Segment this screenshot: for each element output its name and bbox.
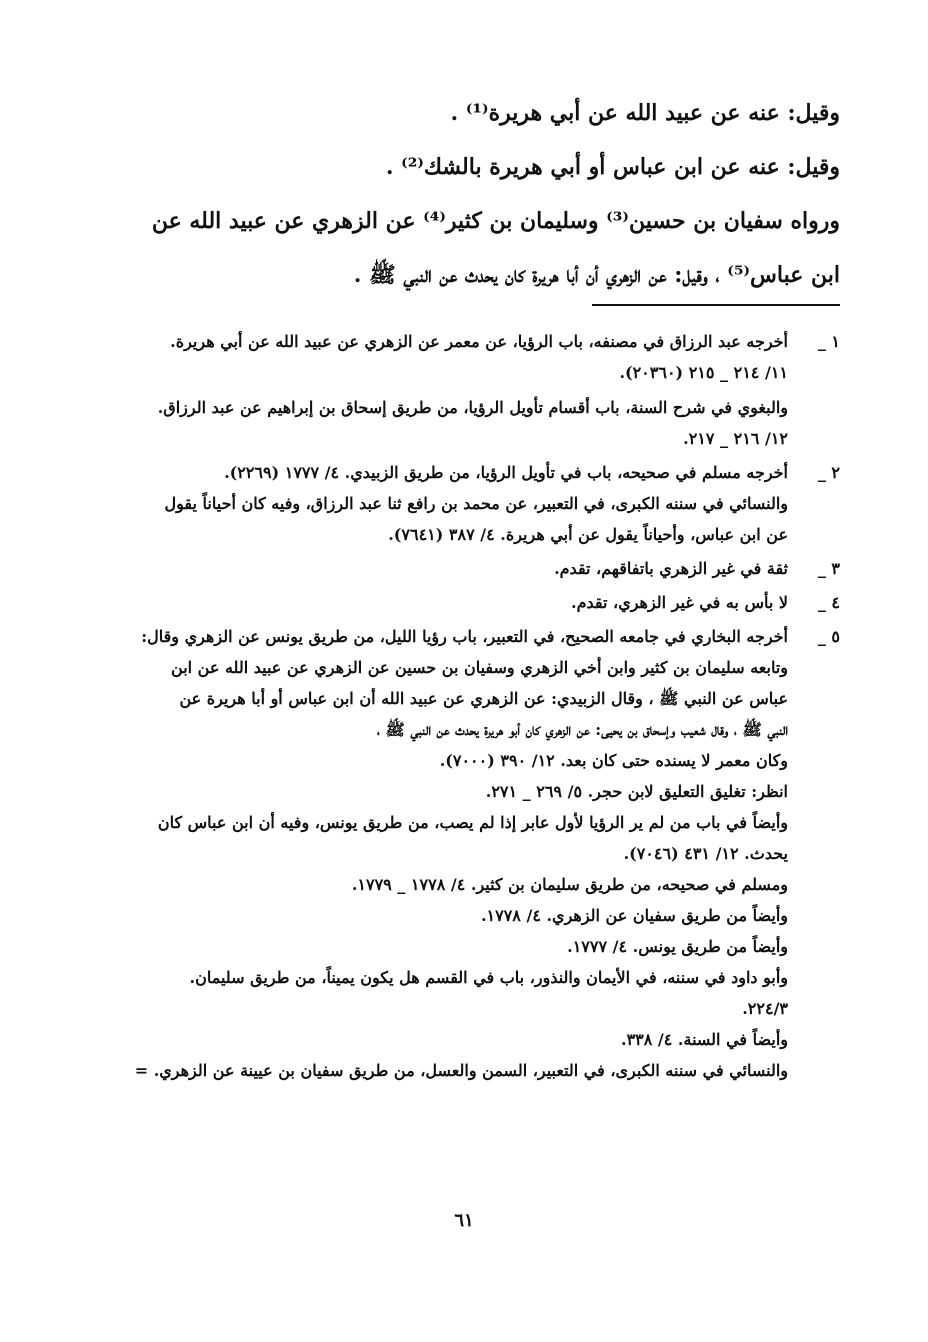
footnote-4 — [128, 587, 840, 618]
footnote-number: ٣ _ — [817, 559, 840, 578]
footnote-1 — [128, 326, 840, 454]
footnote-line: وأيضاً من طريق يونس. ٤/ ١٧٧٧. — [567, 937, 788, 956]
footnote-number: ١ _ — [817, 332, 840, 351]
footnote-2 — [128, 457, 840, 550]
footnote-3 — [128, 553, 840, 584]
footnote-line: وتابعه سليمان بن كثير وابن أخي الزهري وسفيان بن حسين عن الزهري عن عبيد الله عن ابن — [171, 658, 788, 677]
footnote-line: وأيضاً في باب من لم ير الرؤيا لأول عابر إذا لم يصب، من طريق يونس، وفيه أن ابن عباس كان — [157, 813, 788, 832]
main-text — [128, 86, 840, 302]
footnotes — [128, 326, 840, 1089]
footnote-line: والبغوي في شرح السنة، باب أقسام تأويل الرؤيا، من طريق إسحاق بن إبراهيم عن عبد الرزاق. — [157, 398, 788, 417]
footnote-line: والنسائي في سننه الكبرى، في التعبير، عن محمد بن رافع ثنا عبد الرزاق، وفيه كان أحياناً يقول — [164, 494, 788, 513]
footnote-line: عن ابن عباس، وأحياناً يقول عن أبي هريرة. ٤/ ٣٨٧ (٧٦٤١). — [388, 525, 788, 544]
footnote-line: ٢٢٤/٣. — [742, 999, 788, 1018]
footnote-line: أخرجه عبد الرزاق في مصنفه، باب الرؤيا، عن معمر عن الزهري عن عبيد الله عن أبي هريرة. — [170, 332, 788, 351]
main-line-2: وقيل: عنه عن ابن عباس أو أبي هريرة بالشك⁽²⁾ . — [385, 154, 840, 180]
footnote-line: والنسائي في سننه الكبرى، في التعبير، السمن والعسل، من طريق سفيان بن عيينة عن الزهري. = — [134, 1061, 788, 1080]
main-line-4: ابن عباس⁽⁵⁾ ، وقيل: عن الزهري أن أبا هريرة كان يحدث عن النبي ﷺ . — [353, 262, 840, 288]
page-number: ٦١ — [454, 1210, 474, 1231]
footnote-line: ثقة في غير الزهري باتفاقهم، تقدم. — [554, 559, 788, 578]
footnote-5 — [128, 621, 840, 1086]
footnote-line: وأيضاً في السنة. ٤/ ٣٣٨. — [620, 1030, 788, 1049]
footnote-line: ١١/ ٢١٤ _ ٢١٥ (٢٠٣٦٠). — [619, 363, 788, 382]
footnote-number: ٤ _ — [817, 593, 840, 612]
footnote-number: ٢ _ — [817, 463, 840, 482]
footnote-line: ١٢/ ٢١٦ _ ٢١٧. — [683, 429, 788, 448]
footnote-line: وأبو داود في سننه، في الأيمان والنذور، باب في القسم هل يكون يميناً، من طريق سليمان. — [189, 968, 788, 987]
footnote-number: ٥ _ — [817, 627, 840, 646]
footnote-line: وأيضاً من طريق سفيان عن الزهري. ٤/ ١٧٧٨. — [480, 906, 788, 925]
footnote-line: وكان معمر لا يسنده حتى كان بعد. ١٢/ ٣٩٠ (٧٠٠٠). — [439, 751, 788, 770]
footnote-line: يحدث. ١٢/ ٤٣١ (٧٠٤٦). — [623, 844, 788, 863]
footnote-line: لا بأس به في غير الزهري، تقدم. — [571, 593, 788, 612]
footnote-line: انظر: تغليق التعليق لابن حجر. ٥/ ٢٦٩ _ ٢٧١. — [485, 782, 788, 801]
footnote-line: النبي ﷺ ، وقال شعيب وإسحاق بن يحيى: عن الزهري كان أبو هريرة يحدث عن النبي ﷺ ، — [376, 720, 788, 739]
footnote-line: أخرجه البخاري في جامعه الصحيح، في التعبير، باب رؤيا الليل، من طريق يونس عن الزهري وقال: — [141, 627, 788, 646]
footnote-separator — [592, 304, 840, 306]
footnote-line: ومسلم في صحيحه، من طريق سليمان بن كثير. ٤/ ١٧٧٨ _ ١٧٧٩. — [351, 875, 788, 894]
footnote-line: عباس عن النبي ﷺ ، وقال الزبيدي: عن الزهري عن عبيد الله أن ابن عباس أو أبا هريرة عن — [179, 689, 788, 708]
main-line-1: وقيل: عنه عن عبيد الله عن أبي هريرة⁽¹⁾ . — [450, 100, 840, 126]
main-line-3: ورواه سفيان بن حسين⁽³⁾ وسليمان بن كثير⁽⁴⁾ عن الزهري عن عبيد الله عن — [151, 208, 840, 234]
footnote-line: أخرجه مسلم في صحيحه، باب في تأويل الرؤيا، من طريق الزبيدي. ٤/ ١٧٧٧ (٢٢٦٩). — [224, 463, 788, 482]
